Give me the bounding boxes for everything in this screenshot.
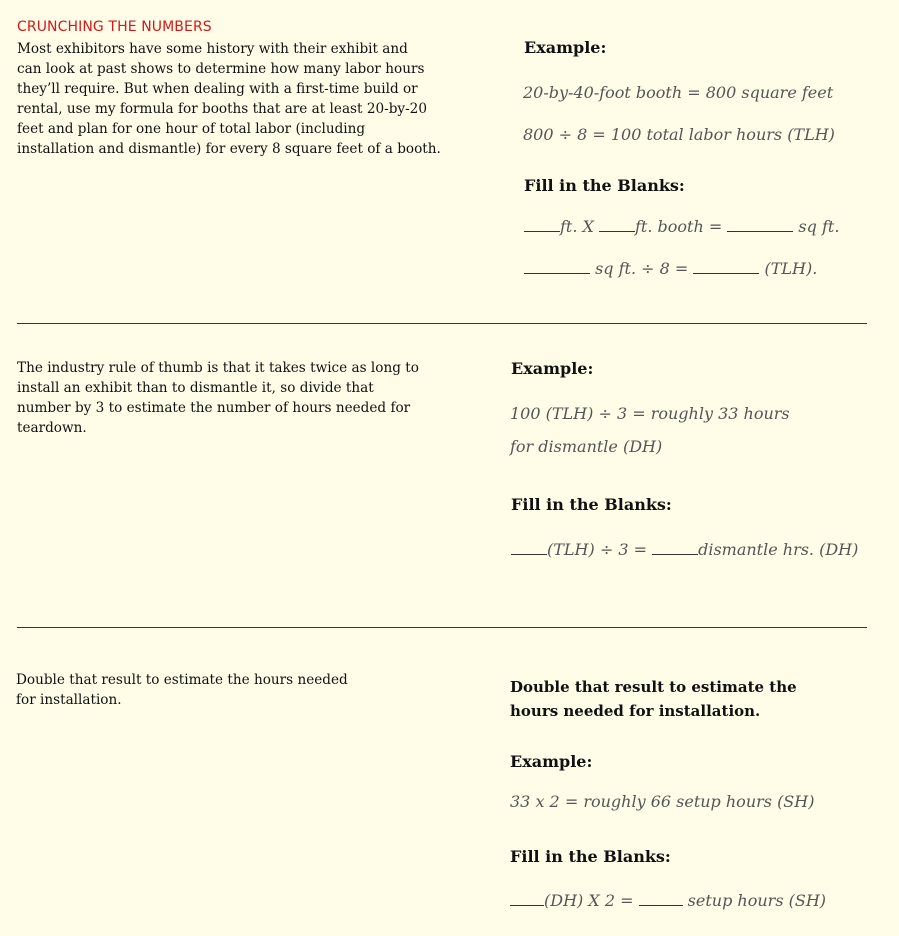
fill-in-blanks-label: Fill in the Blanks: xyxy=(510,847,671,866)
fill-in-formula-1: (TLH) ÷ 3 = dismantle hrs. (DH) xyxy=(511,540,858,559)
fill-in-formula-2: sq ft. ÷ 8 = (TLH). xyxy=(524,259,817,278)
paragraph-line: can look at past shows to determine how many labor hours xyxy=(17,61,425,77)
blank-field[interactable] xyxy=(524,217,560,232)
blank-field[interactable] xyxy=(599,217,635,232)
fill-in-formula-1: ft. X ft. booth = sq ft. xyxy=(524,217,839,236)
blank-field[interactable] xyxy=(639,891,683,906)
paragraph-line: number by 3 to estimate the number of hours needed for xyxy=(17,400,411,416)
blank-field[interactable] xyxy=(524,259,590,274)
example-formula-2: for dismantle (DH) xyxy=(510,437,663,456)
fill-in-formula-1: (DH) X 2 = setup hours (SH) xyxy=(510,891,826,910)
paragraph-line: install an exhibit than to dismantle it, so divide that xyxy=(17,380,374,396)
dismantle-paragraph xyxy=(17,358,487,438)
example-formula-1: 33 x 2 = roughly 66 setup hours (SH) xyxy=(510,792,815,811)
paragraph-line: teardown. xyxy=(17,420,87,436)
paragraph-line: feet and plan for one hour of total labor (including xyxy=(17,121,366,137)
example-formula-2: 800 ÷ 8 = 100 total labor hours (TLH) xyxy=(523,125,835,144)
intro-paragraph xyxy=(17,39,487,159)
example-label: Example: xyxy=(511,359,594,378)
example-label: Example: xyxy=(524,38,607,57)
subheading-line: hours needed for installation. xyxy=(510,702,761,720)
blank-field[interactable] xyxy=(727,217,793,232)
paragraph-line: installation and dismantle) for every 8 square feet of a booth. xyxy=(17,141,441,157)
paragraph-line: The industry rule of thumb is that it takes twice as long to xyxy=(17,360,419,376)
section-heading: CRUNCHING THE NUMBERS xyxy=(17,19,212,35)
install-paragraph xyxy=(16,670,416,710)
example-formula-1: 100 (TLH) ÷ 3 = roughly 33 hours xyxy=(510,404,790,423)
fill-in-blanks-label: Fill in the Blanks: xyxy=(524,176,685,195)
install-subheading xyxy=(510,675,797,723)
fill-in-blanks-label: Fill in the Blanks: xyxy=(511,495,672,514)
paragraph-line: for installation. xyxy=(16,692,122,708)
paragraph-line: they’ll require. But when dealing with a first-time build or xyxy=(17,81,418,97)
blank-field[interactable] xyxy=(511,540,547,555)
example-label: Example: xyxy=(510,752,593,771)
blank-field[interactable] xyxy=(693,259,759,274)
blank-field[interactable] xyxy=(652,540,698,555)
section-divider xyxy=(17,323,867,324)
paragraph-line: Most exhibitors have some history with their exhibit and xyxy=(17,41,408,57)
paragraph-line: rental, use my formula for booths that are at least 20-by-20 xyxy=(17,101,427,117)
example-formula-1: 20-by-40-foot booth = 800 square feet xyxy=(523,83,834,102)
paragraph-line: Double that result to estimate the hours needed xyxy=(16,672,348,688)
section-divider xyxy=(17,627,867,628)
subheading-line: Double that result to estimate the xyxy=(510,678,797,696)
blank-field[interactable] xyxy=(510,891,544,906)
